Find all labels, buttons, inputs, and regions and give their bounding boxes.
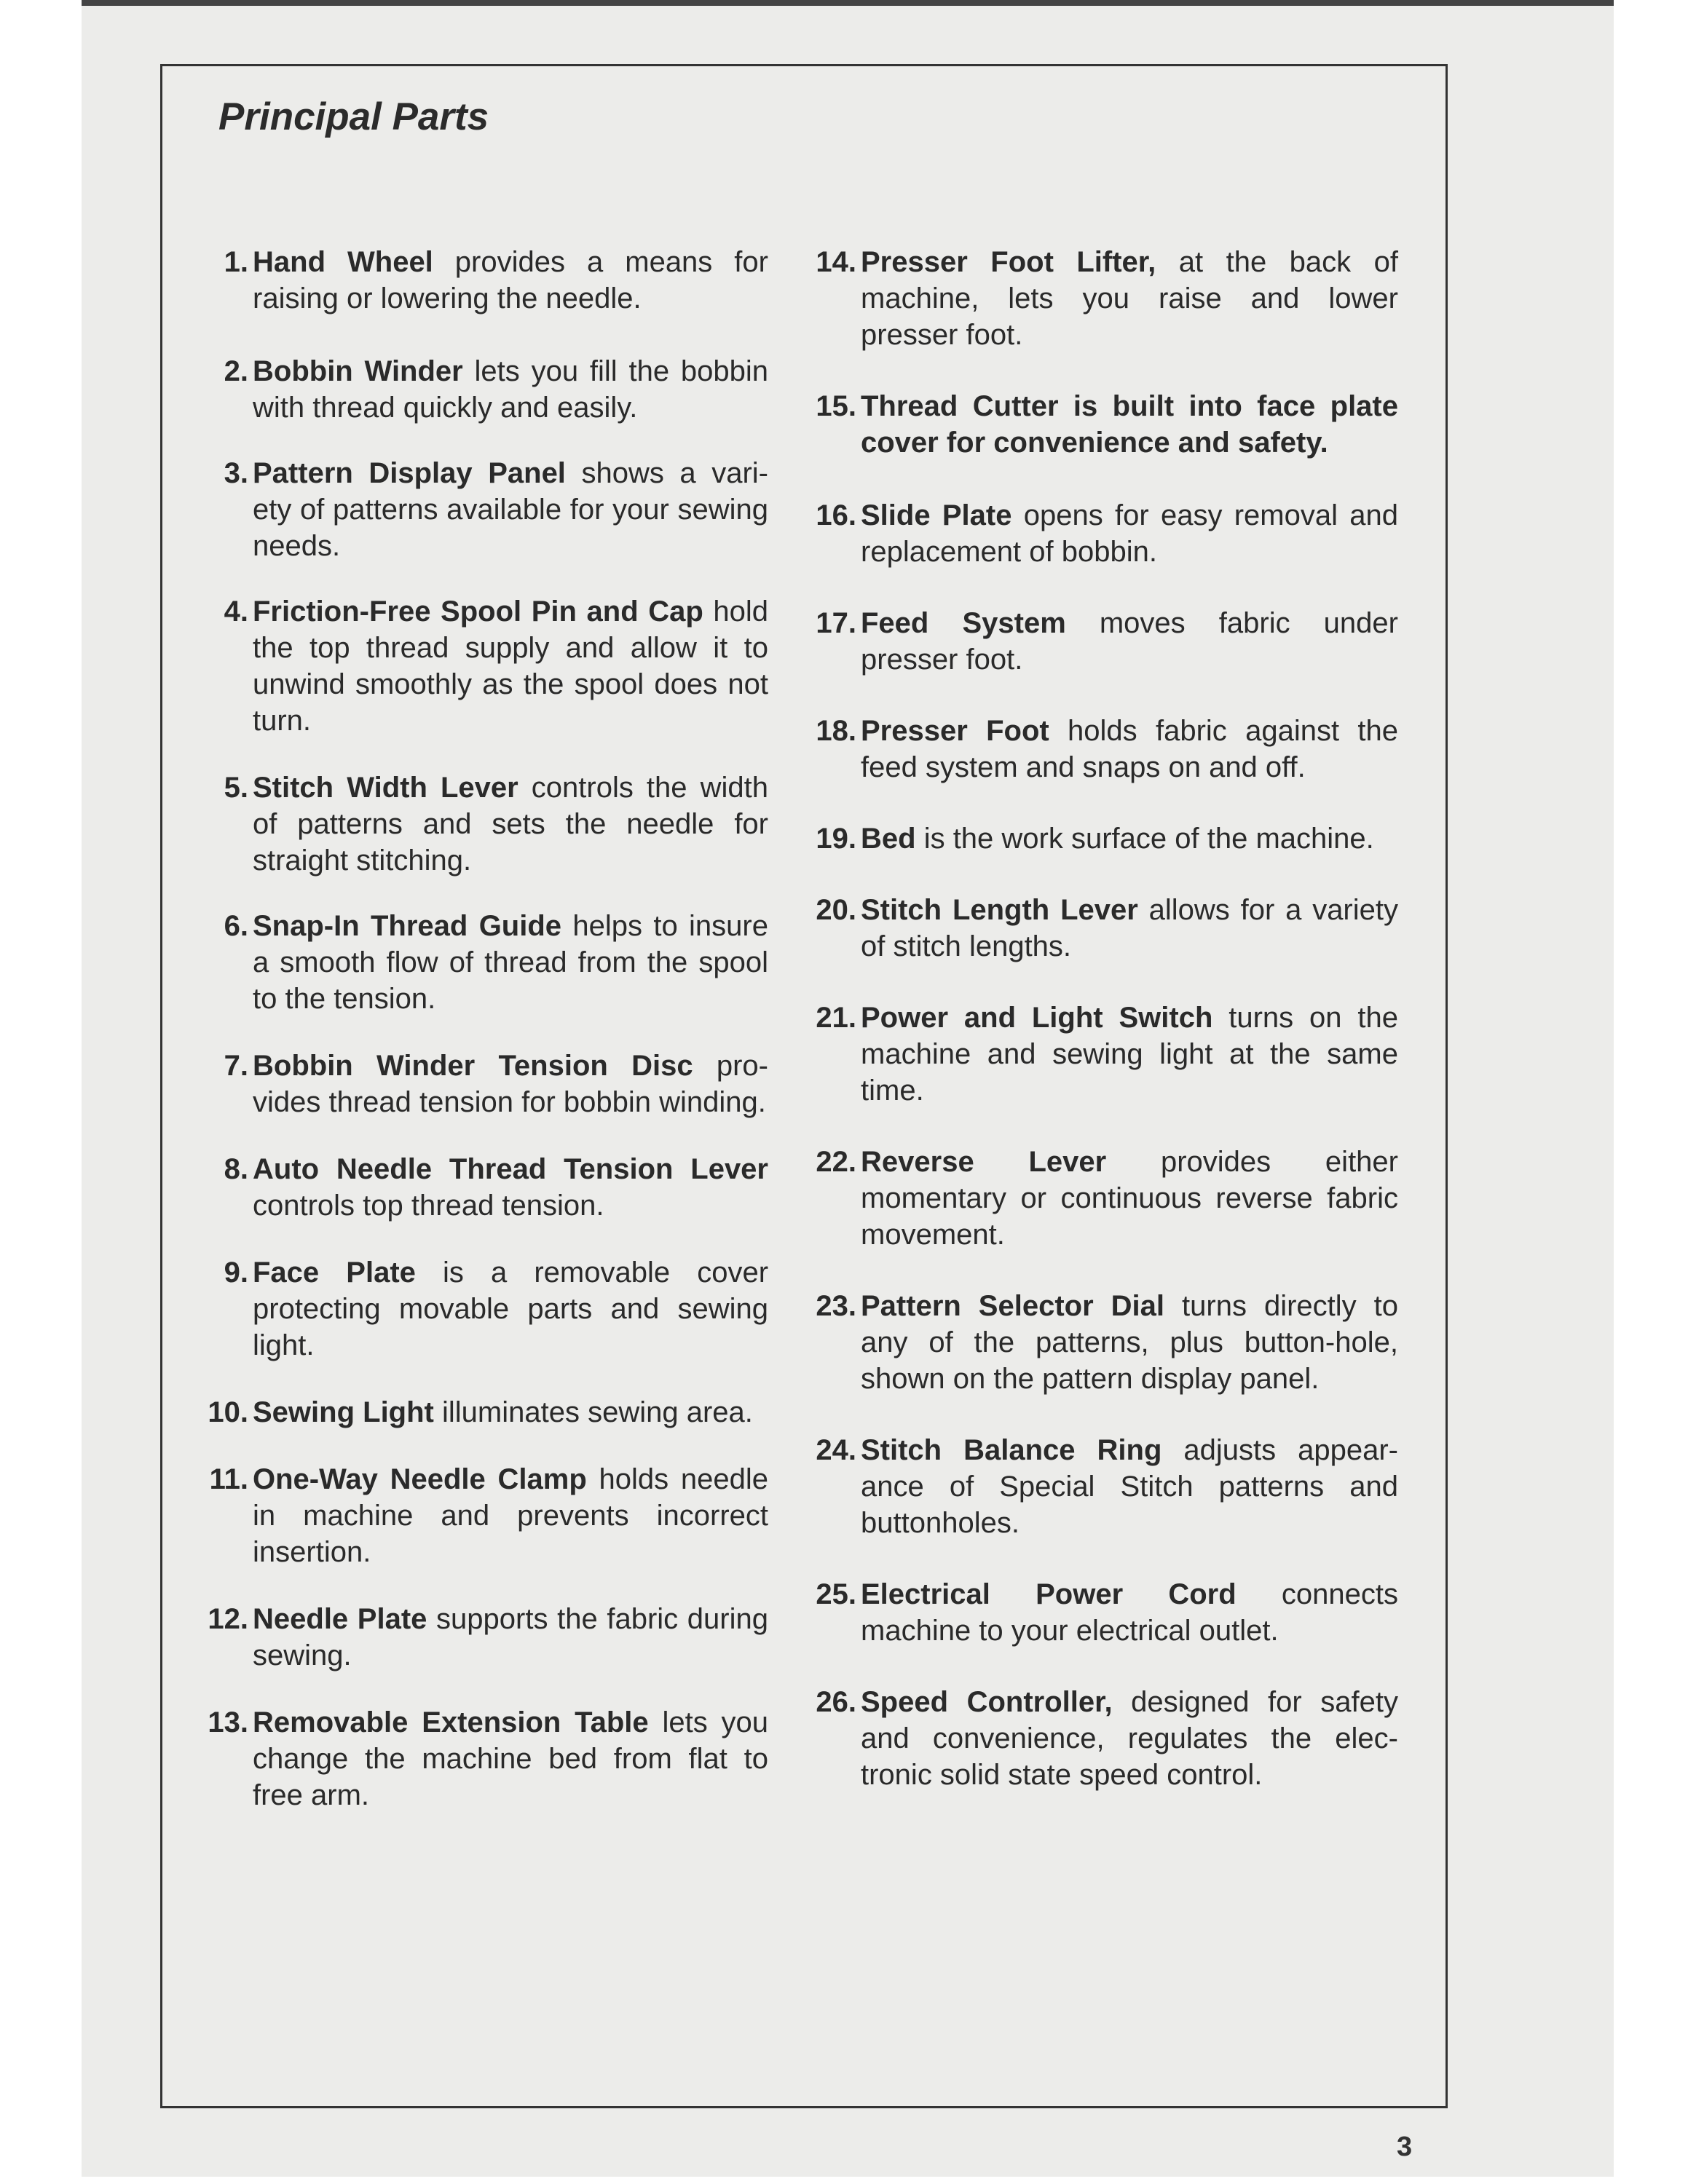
part-number: 7. — [224, 1050, 248, 1082]
part-item — [193, 1048, 768, 1120]
part-name: Friction-Free Spool Pin and Cap — [253, 596, 703, 628]
part-description: lets you change the machine bed from flat to free arm. — [253, 1706, 768, 1811]
part-item — [193, 455, 768, 564]
part-description: moves fabric under presser foot. — [861, 607, 1398, 676]
part-name: Presser Foot Lifter, — [861, 246, 1156, 278]
part-number: 19. — [816, 823, 856, 855]
part-name: Hand Wheel — [253, 246, 433, 278]
part-number: 6. — [224, 910, 248, 942]
part-description: provides either momentary or continuous reverse fabric movement. — [861, 1146, 1398, 1251]
part-item — [801, 244, 1398, 353]
part-name: Reverse Lever — [861, 1146, 1107, 1178]
part-item — [801, 1576, 1398, 1649]
part-item — [193, 908, 768, 1017]
part-item — [801, 1000, 1398, 1109]
part-description: opens for easy removal and replacement of bobbin. — [861, 499, 1398, 568]
part-name: Power and Light Switch — [861, 1002, 1213, 1034]
part-name: Feed System — [861, 607, 1066, 639]
part-number: 5. — [224, 772, 248, 804]
part-number: 15. — [816, 390, 856, 422]
part-number: 1. — [224, 246, 248, 278]
part-description: adjusts appear-ance of Special Stitch patterns and buttonholes. — [861, 1434, 1398, 1539]
part-description: at the back of machine, lets you raise and lower presser foot. — [861, 246, 1398, 351]
part-item — [193, 1601, 768, 1674]
part-item — [801, 1288, 1398, 1397]
part-item — [193, 1151, 768, 1224]
part-number: 10. — [208, 1396, 248, 1428]
part-item — [801, 497, 1398, 570]
part-number: 9. — [224, 1257, 248, 1289]
part-description: turns directly to any of the patterns, plus button-hole, shown on the pattern display panel. — [861, 1290, 1399, 1395]
part-name: Snap-In Thread Guide — [253, 910, 562, 942]
part-item — [193, 769, 768, 879]
part-name: Stitch Width Lever — [253, 772, 518, 804]
part-number: 20. — [816, 894, 856, 926]
part-description: helps to insure a smooth flow of thread from the spool to the tension. — [253, 910, 768, 1015]
part-item — [193, 593, 768, 739]
part-number: 23. — [816, 1290, 856, 1322]
part-description: supports the fabric during sewing. — [253, 1603, 769, 1671]
part-number: 14. — [816, 246, 856, 278]
part-description: controls top thread tension. — [253, 1190, 604, 1222]
part-description: is a removable cover protecting movable parts and sewing light. — [253, 1257, 769, 1361]
part-item — [193, 353, 768, 426]
part-number: 11. — [209, 1463, 248, 1495]
part-item — [193, 1704, 768, 1813]
part-number: 24. — [816, 1434, 856, 1466]
part-description: holds needle in machine and prevents incorrect insertion. — [253, 1463, 768, 1568]
top-edge — [82, 0, 1614, 6]
part-description: illuminates sewing area. — [433, 1396, 753, 1428]
part-item — [193, 1254, 768, 1364]
page-title: Principal Parts — [218, 95, 489, 138]
part-description: shows a vari-ety of patterns available for your sewing needs. — [253, 457, 768, 562]
part-item — [801, 820, 1398, 857]
part-name: Presser Foot — [861, 715, 1049, 747]
part-description: allows for a variety of stitch lengths. — [861, 894, 1398, 962]
part-description: is the work surface of the machine. — [915, 823, 1374, 855]
part-name: Thread Cutter is built into face plate cover for convenience and safety. — [861, 390, 1398, 459]
part-name: Removable Extension Table — [253, 1706, 649, 1738]
part-description: pro-vides thread tension for bobbin winding. — [253, 1050, 768, 1118]
part-description: connects machine to your electrical outlet. — [861, 1578, 1398, 1647]
part-number: 18. — [816, 715, 856, 747]
part-number: 17. — [816, 607, 856, 639]
part-name: Stitch Balance Ring — [861, 1434, 1162, 1466]
part-number: 2. — [224, 355, 248, 387]
parts-list-right — [801, 244, 1398, 1793]
part-number: 12. — [208, 1603, 248, 1635]
part-number: 21. — [816, 1002, 856, 1034]
part-number: 4. — [224, 596, 248, 628]
part-name: Speed Controller, — [861, 1686, 1113, 1718]
part-name: Auto Needle Thread Tension Lever — [253, 1153, 768, 1185]
part-name: Electrical Power Cord — [861, 1578, 1237, 1610]
part-number: 8. — [224, 1153, 248, 1185]
part-item — [801, 713, 1398, 786]
part-item — [193, 1394, 768, 1431]
part-name: Sewing Light — [253, 1396, 434, 1428]
page-number: 3 — [1397, 2132, 1413, 2162]
part-item — [801, 1144, 1398, 1253]
part-name: Bobbin Winder — [253, 355, 463, 387]
part-name: Slide Plate — [861, 499, 1012, 531]
part-name: Needle Plate — [253, 1603, 427, 1635]
part-name: One-Way Needle Clamp — [253, 1463, 587, 1495]
part-description: designed for safety and convenience, regulates the elec-tronic solid state speed control. — [861, 1686, 1398, 1791]
part-number: 22. — [816, 1146, 856, 1178]
part-number: 26. — [816, 1686, 856, 1718]
part-description: turns on the machine and sewing light at the same time. — [861, 1002, 1398, 1107]
part-name: Face Plate — [253, 1257, 416, 1289]
part-number: 16. — [816, 499, 856, 531]
part-description: lets you fill the bobbin with thread quickly and easily. — [253, 355, 768, 424]
part-name: Bed — [861, 823, 916, 855]
part-number: 3. — [224, 457, 248, 489]
part-description: provides a means for raising or lowering the needle. — [253, 246, 768, 314]
part-description: holds fabric against the feed system and snaps on and off. — [861, 715, 1399, 783]
part-description: hold the top thread supply and allow it to unwind smoothly as the spool does not turn. — [253, 596, 768, 737]
part-name: Pattern Display Panel — [253, 457, 566, 489]
part-item — [801, 892, 1398, 965]
part-name: Bobbin Winder Tension Disc — [253, 1050, 693, 1082]
parts-list-left — [193, 244, 768, 1813]
part-description: controls the width of patterns and sets the needle for straight stitching. — [253, 772, 768, 877]
part-item — [801, 388, 1398, 461]
part-name: Pattern Selector Dial — [861, 1290, 1165, 1322]
part-name: Stitch Length Lever — [861, 894, 1138, 926]
part-item — [193, 1461, 768, 1570]
part-item — [801, 1432, 1398, 1541]
part-item — [193, 244, 768, 317]
part-number: 13. — [208, 1706, 248, 1738]
part-item — [801, 605, 1398, 678]
part-item — [801, 1684, 1398, 1793]
part-number: 25. — [816, 1578, 856, 1610]
